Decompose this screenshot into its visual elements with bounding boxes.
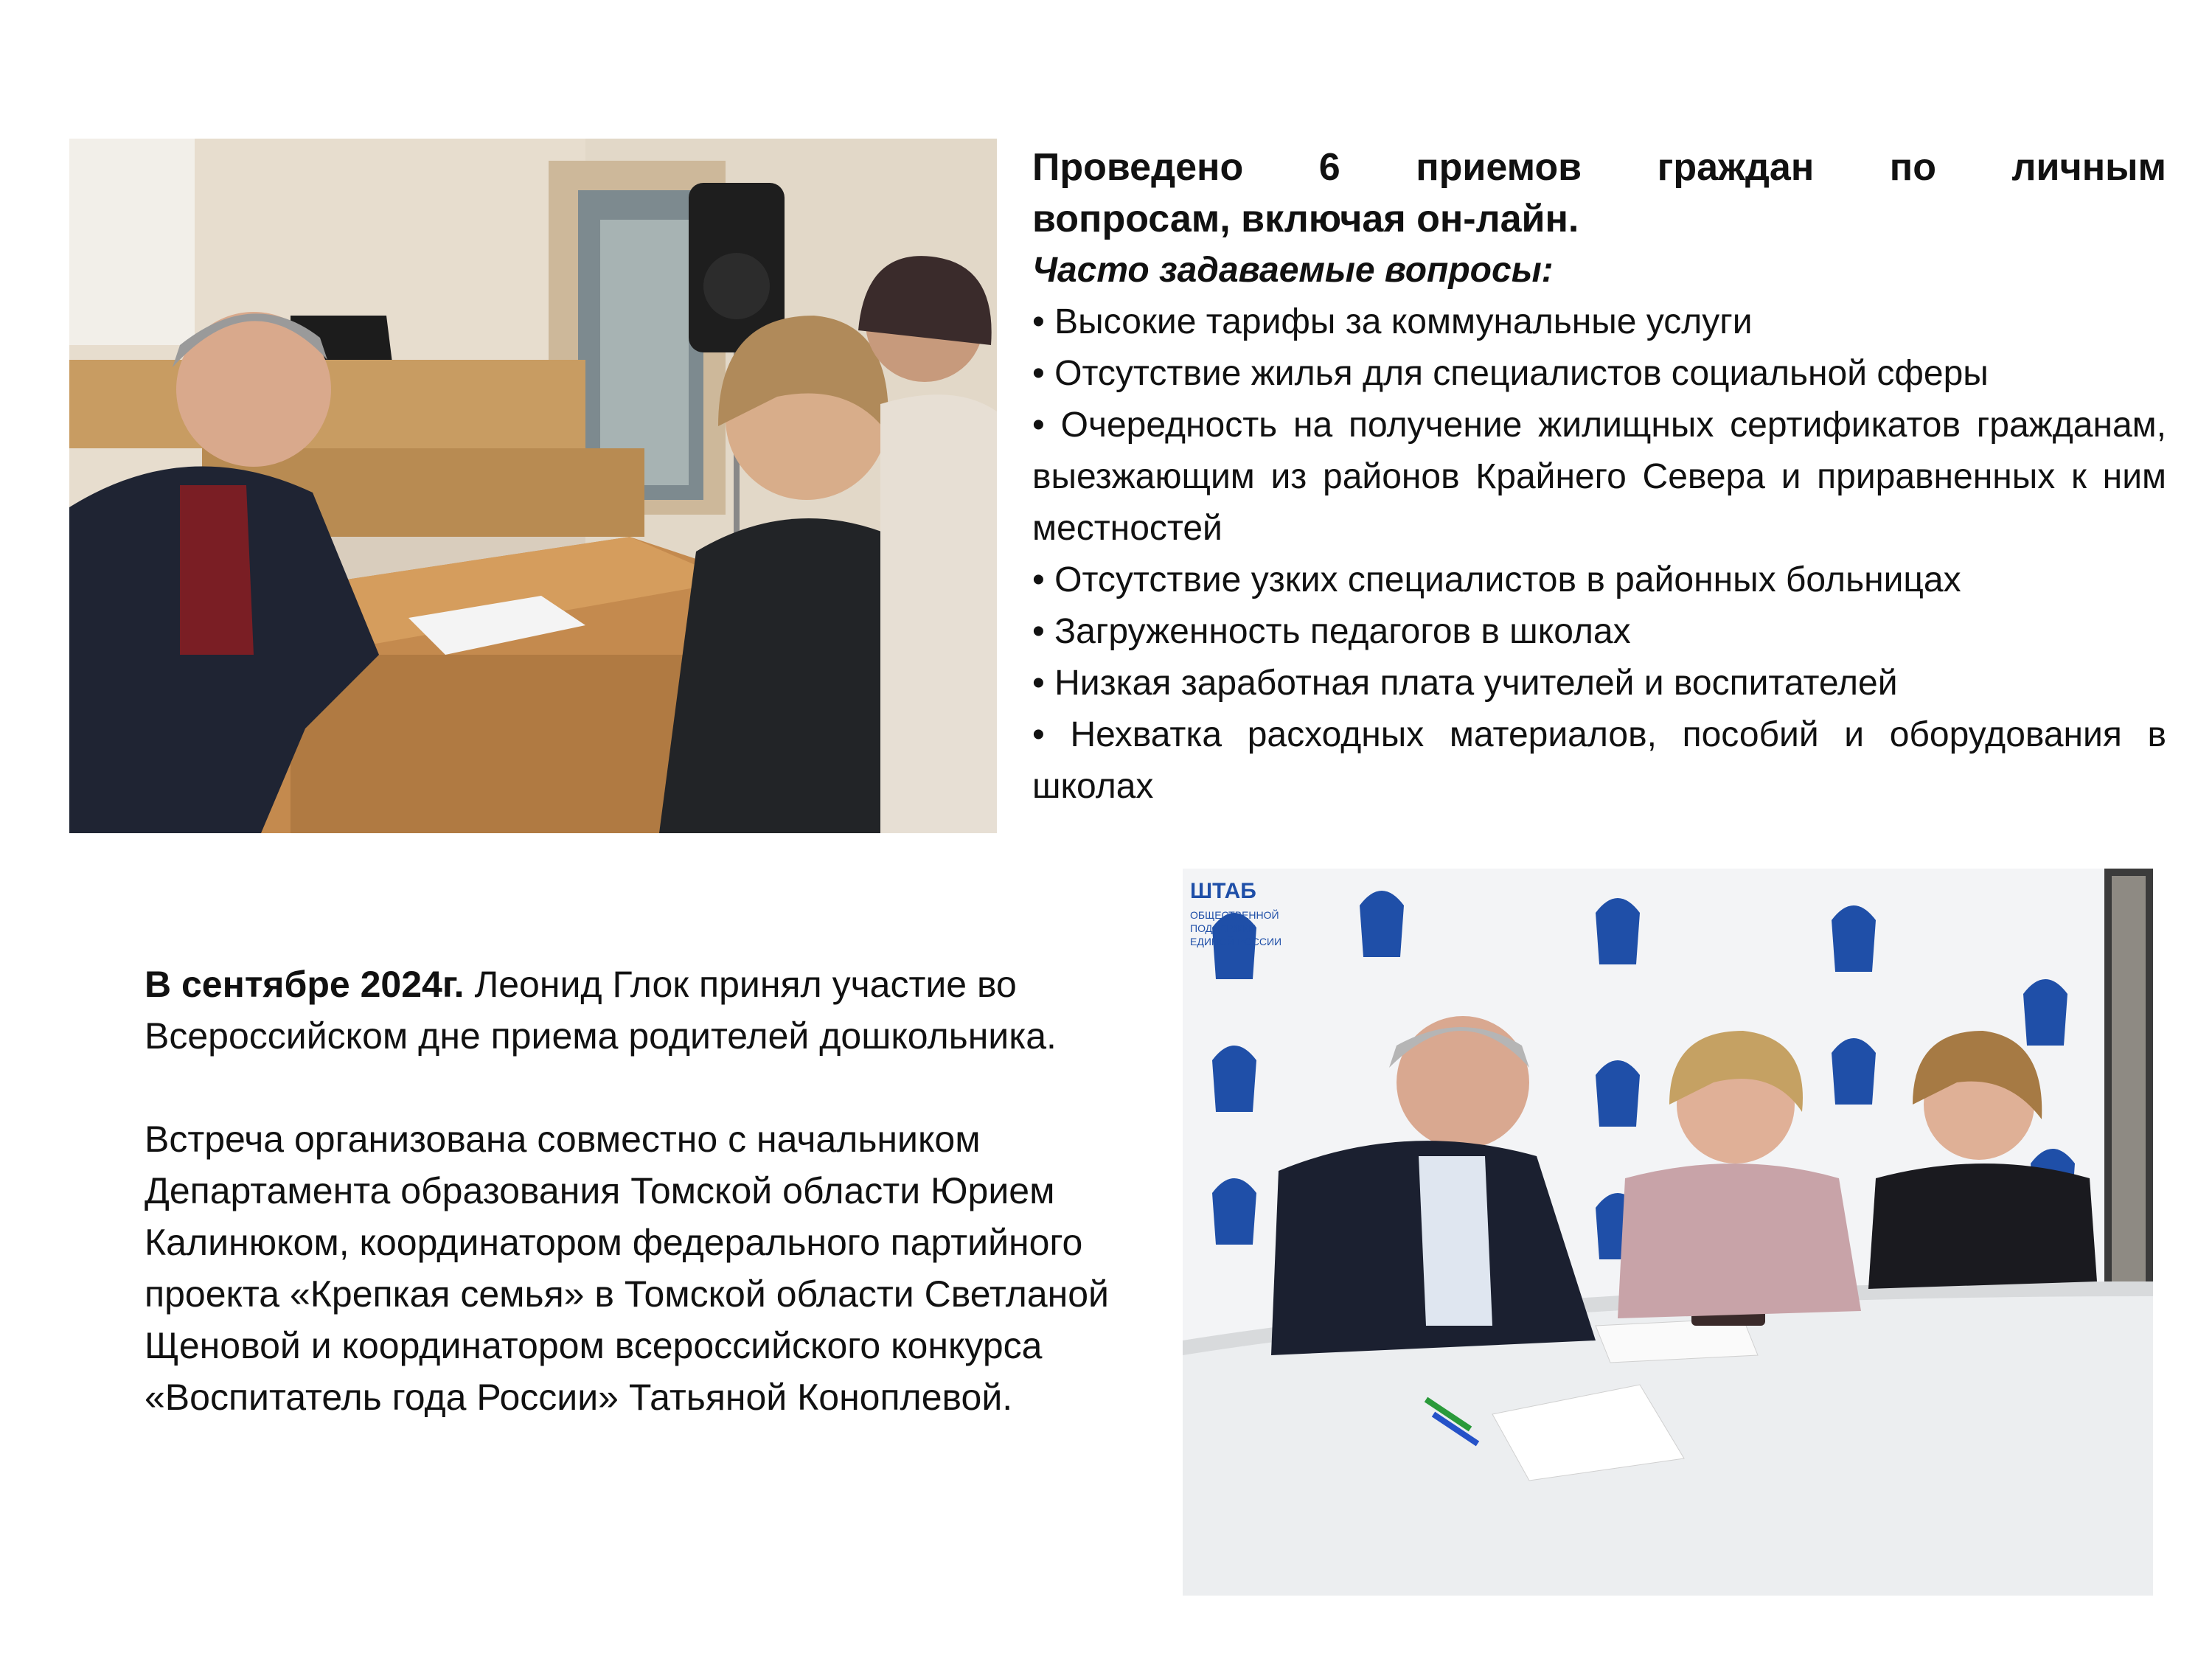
meeting-photo [1183, 869, 2153, 1596]
faq-subheading: Часто задаваемые вопросы: [1032, 251, 1554, 290]
faq-item: • Очередность на получение жилищных сертификатов гражданам, выезжающим из районов Крайнего Севера и приравненных к ним местностей [1032, 400, 2166, 554]
banner-logo-sub1: ОБЩЕСТВЕННОЙ [1190, 909, 1279, 921]
faq-item: • Высокие тарифы за коммунальные услуги [1032, 296, 2166, 348]
faq-list [1032, 296, 2166, 813]
event-paragraph-1 [145, 959, 1118, 1062]
meeting-photo-illustration [1183, 869, 2153, 1596]
reception-summary [1032, 142, 2166, 813]
event-date: В сентябре 2024г. [145, 964, 465, 1005]
reception-photo [69, 139, 997, 833]
event-paragraph-1-text: Леонид Глок принял участие во Всероссийском дне приема родителей дошкольника. [145, 964, 1057, 1057]
faq-item: • Отсутствие жилья для специалистов социальной сферы [1032, 348, 2166, 400]
banner-logo-title: ШТАБ [1190, 879, 1256, 903]
faq-item: • Низкая заработная плата учителей и воспитателей [1032, 658, 2166, 709]
event-paragraph-2: Встреча организована совместно с начальником Департамента образования Томской области Юрием Калинюком, координатором федерального партийного проекта «Крепкая семья» в Томской области Светланой Щеновой и координатором всероссийского конкурса «Воспитатель года России» Татьяной Коноплевой. [145, 1119, 1109, 1418]
summary-heading-line2: вопросам, включая он-лайн. [1032, 198, 1579, 240]
banner-logo-sub2: ПОДДЕРЖКИ [1190, 922, 1256, 934]
summary-heading-line1: Проведено 6 приемов граждан по личным [1032, 146, 2166, 189]
event-description [145, 959, 1118, 1475]
faq-item: • Нехватка расходных материалов, пособий и оборудования в школах [1032, 709, 2166, 813]
banner-logo-sub3: ЕДИНОЙ РОССИИ [1190, 936, 1282, 947]
reception-photo-illustration [69, 139, 997, 833]
faq-item: • Отсутствие узких специалистов в районных больницах [1032, 554, 2166, 606]
faq-item: • Загруженность педагогов в школах [1032, 606, 2166, 658]
